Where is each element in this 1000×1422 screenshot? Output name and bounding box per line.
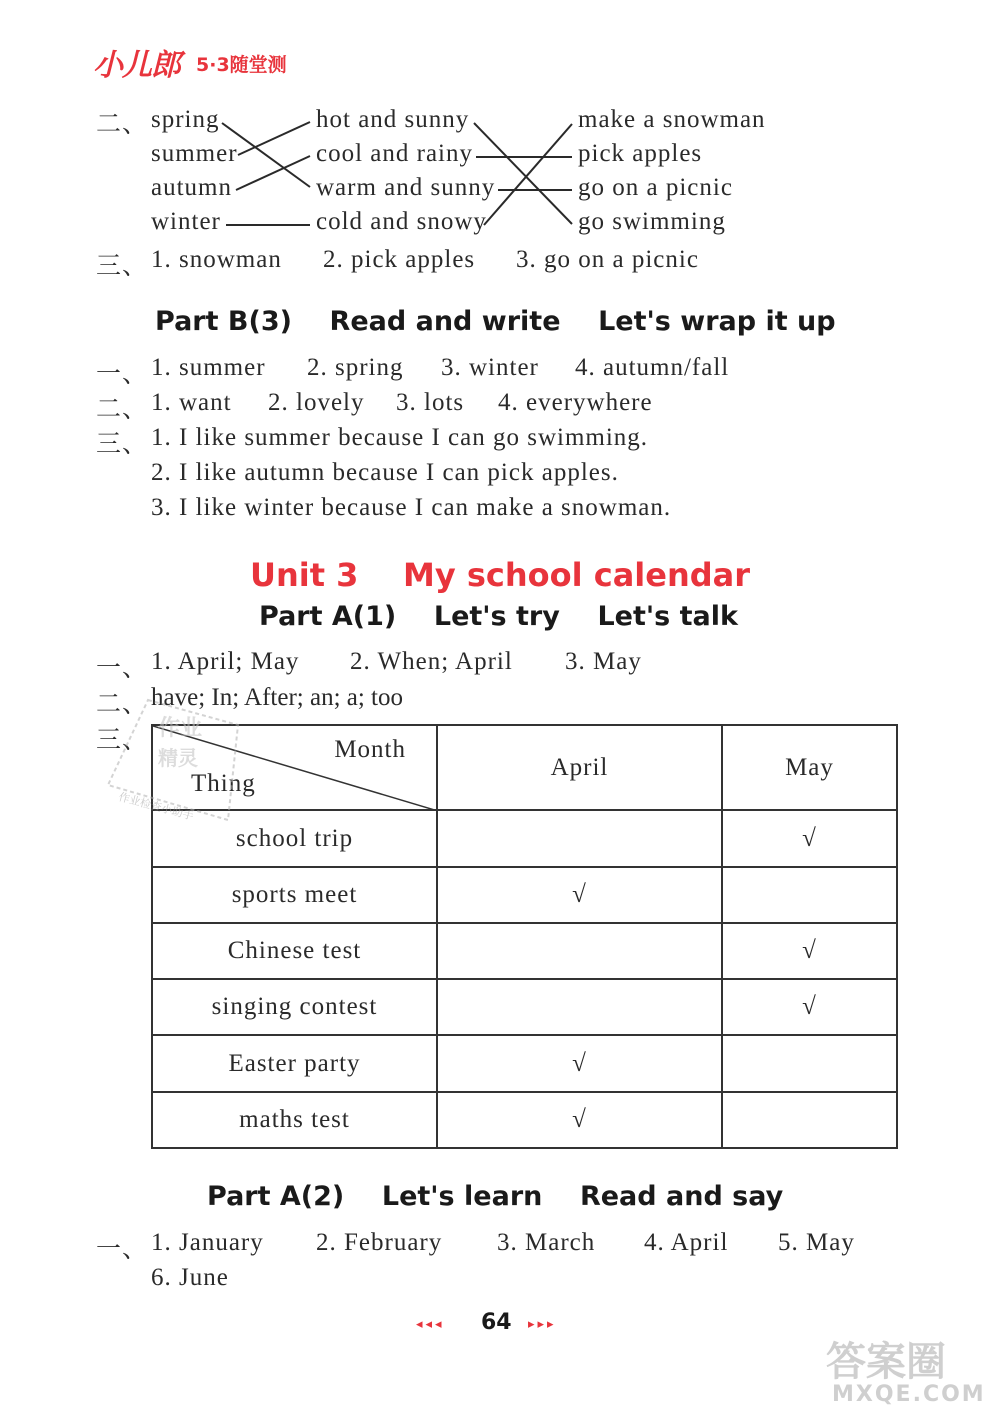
corner-watermark-url: MXQE.COM [832,1382,986,1407]
section-marker: 一、 [96,361,149,388]
thing-label: Thing [191,770,256,797]
answer-item: 1. snowman [151,246,282,273]
answer-item: 3. lots [396,389,465,416]
weather-cool-rainy: cool and rainy [316,140,474,167]
answer-item: 2. February [316,1229,443,1256]
matching-lines [0,0,1000,260]
section-marker: 二、 [96,396,149,423]
series-name: 5·3随堂测 [196,54,287,76]
may-check-cell [722,1092,897,1148]
activity-swimming: go swimming [578,208,726,235]
may-check-cell [722,1035,897,1091]
activity-apples: pick apples [578,140,703,167]
answer-item: 6. June [151,1264,229,1291]
table-row [152,1092,897,1148]
table-row [152,1035,897,1091]
weather-hot-sunny: hot and sunny [316,106,470,133]
column-header-may: May [722,725,897,810]
may-check-cell [722,867,897,923]
match-line-hot [474,123,572,224]
page-right-arrows: ▸▸▸ [528,1317,557,1332]
month-label: Month [334,736,406,763]
brand-logo: 小儿郎 [93,48,180,83]
table-row [152,867,897,923]
page-number: 64 [481,1310,512,1335]
april-check-cell: √ [437,1035,722,1091]
corner-watermark: 答案圈 [826,1339,946,1385]
answer-item: 3. winter [441,354,539,381]
answer-item: 2. When; April [350,648,513,675]
part-b3-title: Part B(3) Read and write Let's wrap it up [155,306,836,337]
answer-item: 1. summer [151,354,266,381]
stamp-mid-text: 精灵 [158,746,198,770]
weather-warm-sunny: warm and sunny [316,174,496,201]
unit-title: Unit 3 My school calendar [250,556,751,594]
match-line-spring [222,123,310,187]
table-row [152,923,897,979]
weather-cold-snowy: cold and snowy [316,208,487,235]
sentence-line: 3. I like winter because I can make a snowman. [151,494,672,521]
section-marker: 三、 [96,431,149,458]
season-autumn: autumn [151,174,232,201]
section-marker: 一、 [96,1236,149,1263]
stamp-top-text: 作业 [158,716,203,741]
may-check-cell: √ [722,810,897,866]
april-check-cell [437,810,722,866]
thing-cell: Easter party [152,1035,437,1091]
activity-picnic: go on a picnic [578,174,733,201]
section-marker: 二、 [96,111,149,138]
answer-item: 4. April [644,1229,729,1256]
part-a2-title: Part A(2) Let's learn Read and say [207,1181,784,1212]
answer-item: 2. pick apples [323,246,476,273]
answer-item: 1. January [151,1229,264,1256]
thing-cell: school trip [152,810,437,866]
answer-item: 5. May [778,1229,855,1256]
answer-item: 1. want [151,389,232,416]
answer-line: have; In; After; an; a; too [151,684,404,711]
answer-item: 1. April; May [151,648,300,675]
may-check-cell: √ [722,923,897,979]
april-check-cell [437,923,722,979]
thing-cell: singing contest [152,979,437,1035]
april-check-cell: √ [437,1092,722,1148]
section-marker: 一、 [96,655,149,682]
answer-item: 3. March [497,1229,596,1256]
answer-item: 2. lovely [268,389,365,416]
answer-item: 4. everywhere [498,389,653,416]
part-a1-title: Part A(1) Let's try Let's talk [259,601,738,632]
match-line-summer [238,122,310,155]
activity-snowman: make a snowman [578,106,766,133]
page-left-arrows: ◂◂◂ [416,1317,445,1332]
watermark-stamp [88,690,268,860]
table-row [152,979,897,1035]
april-check-cell [437,979,722,1035]
section-marker: 三、 [96,727,149,754]
answer-item: 3. go on a picnic [516,246,699,273]
sentence-line: 1. I like summer because I can go swimming. [151,424,649,451]
thing-cell: sports meet [152,867,437,923]
stamp-arc-text: 作业检查小助手 [117,790,195,823]
answer-item: 2. spring [307,354,404,381]
answer-item: 3. May [565,648,642,675]
section-marker: 二、 [96,691,149,718]
sentence-line: 2. I like autumn because I can pick apples. [151,459,619,486]
thing-cell: Chinese test [152,923,437,979]
season-winter: winter [151,208,221,235]
season-summer: summer [151,140,238,167]
season-spring: spring [151,106,220,133]
section-marker: 三、 [96,253,149,280]
column-header-april: April [437,725,722,810]
thing-cell: maths test [152,1092,437,1148]
april-check-cell: √ [437,867,722,923]
may-check-cell: √ [722,979,897,1035]
answer-item: 4. autumn/fall [575,354,730,381]
